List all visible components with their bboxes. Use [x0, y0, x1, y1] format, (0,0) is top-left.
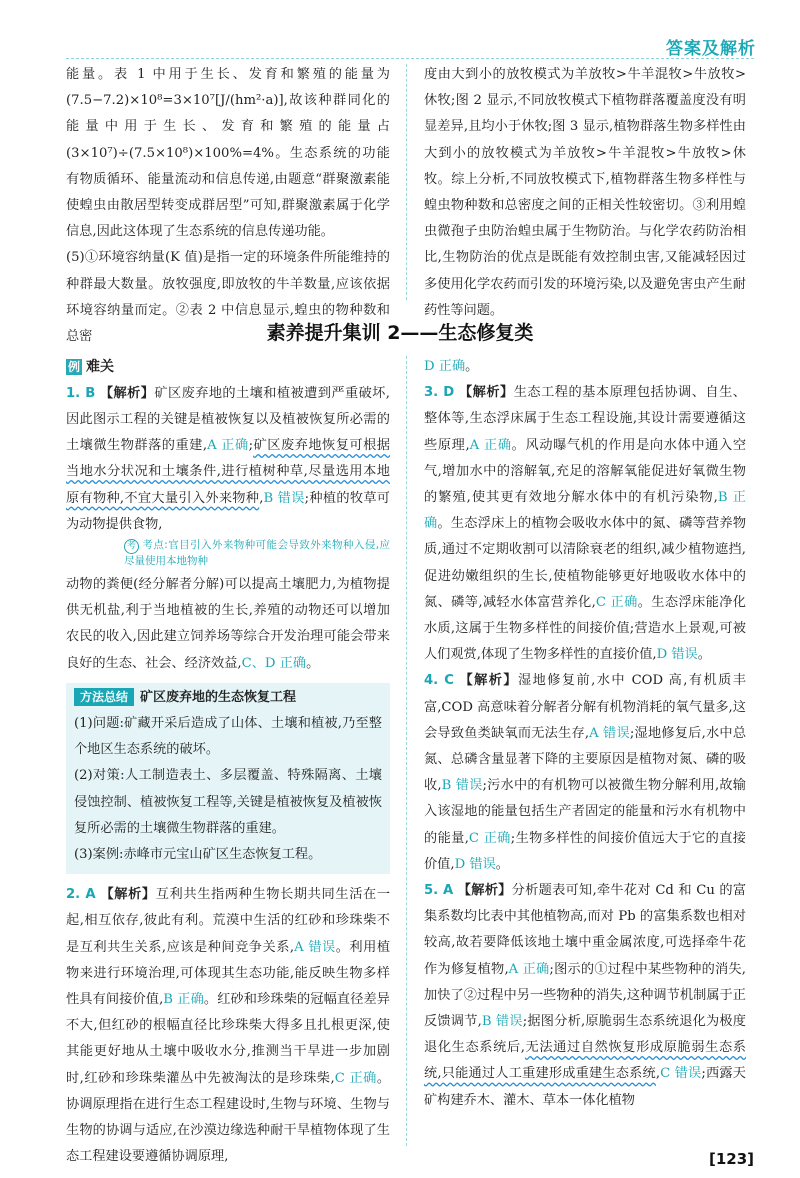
answer-text: 。风动曝气机的作用是向水体中通入空气,增加水中的溶解氧,充足的溶解氧能促进好氧微生物的繁殖,使其更有效地分解水体中的有机污染物,	[424, 437, 747, 506]
answer-text: 矿区废弃地的土壤和植被遭到严重破坏,因此图示工程的关键是植被恢复以及植被恢复所必需的土壤微生物群落的重建,	[66, 385, 390, 454]
verdict: B 错误	[263, 490, 305, 506]
verdict: B 错误	[481, 1014, 523, 1030]
paragraph: 能量。表 1 中用于生长、发育和繁殖的能量为(7.5−7.2)×10⁸=3×10⁷[J/(hm²·a)],故该种群同化的能量中用于生长、发育和繁殖的能量占(3×10⁷)÷(7.5×10⁸)×100%=4%。生态系统的功能有物质循环、能量流动和信息传递,由题意“群聚激素能使蝗虫由散居型转变成群居型”可知,群聚激素属于化学信息,因此这体现了生态系统的信息传递功能。	[66, 67, 390, 240]
underlined-text: 无法通过自然恢复形成原脆弱生态系统,只能通过人工重建形成重建生态系统	[424, 1040, 746, 1082]
exam-point-icon: 考	[124, 539, 139, 554]
answer-2	[66, 882, 390, 1170]
answer-text: ;据图分析,原脆弱生态系统退化为极度退化生态系统后,	[424, 1014, 746, 1056]
verdict: C 正确	[468, 830, 511, 846]
answer-number: 4. C	[424, 673, 454, 689]
answer-section-tag: 答案及解析	[666, 39, 756, 59]
answer-number: 2. A	[66, 887, 96, 903]
page-number-value: 123	[715, 1150, 748, 1168]
bottom-right-column	[424, 354, 746, 1114]
answer-text: 。	[495, 856, 509, 872]
answer-text: 动物的粪便(经分解者分解)可以提高土壤肥力,为植物提供无机盐,利于当地植被的生长,养殖的动物还可以增加农民的收入,因此建立饲养场等综合开发治理可能会带来良好的生态、社会、经济效益,	[66, 577, 390, 671]
answer-text: ;图示的①过程中某些物种的消失,加快了②过程中另一些物种的消失,这种调节机制属于正反馈调节,	[424, 961, 747, 1030]
verdict: C 正确	[334, 1070, 377, 1086]
analysis-label: 【解析】	[99, 385, 155, 401]
analysis-label: 【解析】	[459, 673, 518, 689]
paragraph: 度由大到小的放牧模式为羊放牧>牛羊混牧>牛放牧>休牧;图 2 显示,不同放牧模式下植物群落覆盖度没有明显差异,且均小于休牧;图 3 显示,植物群落生物多样性由大到小的放牧模式为羊放牧>牛羊混牧>牛放牧>休牧。综上分析,不同放牧模式下,植物群落生物多样性与蝗虫物种数和总密度之间的正相关性较密切。③利用蝗虫微孢子虫防治蝗虫属于生物防治。与化学农药防治相比,生物防治的优点是既能有效控制虫害,又能减轻因过多使用化学农药而引发的环境污染,以及避免害虫产生耐药性等问题。	[424, 67, 746, 318]
answer-text: 。生态浮床能净化水质,这属于生物多样性的间接价值;营造水上景观,可被人们观赏,体现了生物多样性的直接价值,	[424, 594, 746, 663]
example-tag-icon: 例	[67, 360, 80, 375]
answer-number: 1. B	[66, 385, 96, 401]
answer-text: ,	[259, 490, 264, 506]
answer-text: ;生物多样性的间接价值远大于它的直接价值,	[424, 830, 746, 872]
verdict: A 正确	[207, 438, 249, 454]
answer-text: ,	[655, 1066, 661, 1082]
summary-item: (1)问题:矿藏开采后造成了山体、土壤和植被,乃至整个地区生态系统的破坏。	[74, 716, 382, 758]
answer-text: 。协调原理指在进行生态工程建设时,生物与环境、生物与生物的协调与适应,在沙漠边缘选种耐干旱植物体现了生态工程建设要遵循协调原理,	[66, 1070, 390, 1165]
analysis-label: 【解析】	[457, 883, 512, 899]
answer-4	[424, 668, 746, 878]
answer-text: 。利用植物来进行环境治理,可体现其生态功能,能反映生物多样性具有间接价值,	[66, 939, 391, 1008]
verdict: B 正确	[424, 490, 746, 532]
answer-text: 湿地修复前,水中 COD 高,有机质丰富,COD 高意味着分解者分解有机物消耗的氧气量多,这会导致鱼类缺氧而无法生存,	[424, 673, 746, 741]
top-right-column	[424, 62, 746, 324]
verdict: A 正确	[469, 437, 512, 453]
answer-2-cont	[424, 354, 746, 380]
answer-text: ;污水中的有机物可以被微生物分解利用,故输入该湿地的能量包括生产者固定的能量和污水有机物中的能量,	[424, 778, 746, 846]
verdict: B 错误	[441, 778, 483, 794]
answer-text: 生态工程的基本原理包括协调、自生、整体等,生态浮床属于生态工程设施,其设计需要遵循这些原理,	[424, 385, 746, 453]
bottom-left-column	[66, 354, 390, 1171]
answer-text: 。红砂和珍珠柴的冠幅直径差异不大,但红砂的根幅直径比珍珠柴大得多且扎根更深,使其能更好地从土壤中吸收水分,推测当干旱进一步加剧时,红砂和珍珠柴灌丛中先被淘汰的是珍珠柴,	[66, 992, 390, 1086]
verdict: A 正确	[508, 961, 550, 977]
verdict: C、D 正确	[241, 655, 307, 671]
level-label: 难关	[86, 359, 114, 375]
underlined-text: 矿区废弃地恢复可根据当地水分状况和土壤条件,进行植树种草,尽量选用本地原有物种,不宜大量引入外来物种	[66, 438, 390, 506]
summary-item: (2)对策:人工制造表土、多层覆盖、特殊隔离、土壤侵蚀控制、植被恢复工程等,关键是植被恢复及植被恢复所必需的土壤微生物群落的重建。	[74, 768, 382, 836]
verdict: D 错误	[454, 856, 496, 872]
exam-point-note	[124, 538, 390, 568]
page-number: [123]	[708, 1150, 754, 1168]
answer-text: ;种植的牧草可为动物提供食物,	[66, 490, 390, 532]
header-rule	[66, 58, 754, 59]
verdict: D 错误	[656, 647, 698, 663]
answer-text: ;	[248, 438, 254, 454]
answer-1-cont	[66, 572, 390, 677]
summary-title: 矿区废弃地的生态恢复工程	[140, 689, 297, 705]
verdict: C 错误	[660, 1066, 702, 1082]
summary-header	[74, 685, 382, 711]
paragraph: (5)①环境容纳量(K 值)是指一定的环境条件所能维持的种群最大数量。放牧强度,即放牧的牛羊数量,应该依据环境容纳量而定。②表 2 中信息显示,蝗虫的物种数和总密	[66, 250, 390, 345]
answer-text: 分析题表可知,牵牛花对 Cd 和 Cu 的富集系数均比表中其他植物高,而对 Pb 的富集系数也相对较高,故若要降低该地土壤中重金属浓度,可选择牵牛花作为修复植物,	[424, 883, 747, 977]
note-text: 考点:官目引入外来物种可能会导致外来物种入侵,应尽量使用本地物种	[124, 539, 390, 568]
verdict: A 错误	[589, 725, 630, 741]
section-title: 素养提升集训 2——生态修复类	[266, 322, 534, 344]
answer-text: ;湿地修复后,水中总氮、总磷含量显著下降的主要原因是植物对氮、磷的吸收,	[424, 725, 747, 794]
answer-1	[66, 381, 390, 538]
level-header	[66, 354, 390, 381]
answer-3	[424, 380, 746, 668]
top-left-column	[66, 62, 390, 350]
summary-item: (3)案例:赤峰市元宝山矿区生态恢复工程。	[74, 847, 322, 863]
verdict: B 正确	[163, 992, 204, 1008]
summary-tag: 方法总结	[74, 688, 134, 706]
answer-text: 。	[697, 647, 711, 663]
analysis-label: 【解析】	[100, 887, 156, 903]
column-divider	[406, 356, 407, 1146]
answer-number: 5. A	[424, 883, 454, 899]
analysis-label: 【解析】	[458, 385, 514, 401]
answer-text: ;西露天矿构建乔木、灌木、草本一体化植物	[424, 1066, 746, 1108]
column-divider	[406, 64, 407, 300]
verdict: D 正确	[424, 359, 466, 374]
answer-text: 。生态浮床上的植物会吸收水体中的氮、磷等营养物质,通过不定期收割可以清除衰老的组织,减少植物遮挡,促进幼嫩组织的生长,使植物能够更好地吸收水体中的氮、磷等,减轻水体富营养化,	[424, 516, 747, 610]
answer-5	[424, 878, 746, 1114]
method-summary-box	[66, 683, 390, 874]
answer-text: 。	[465, 359, 479, 374]
answer-number: 3. D	[424, 385, 455, 401]
verdict: A 错误	[294, 939, 336, 955]
answer-text: 互利共生指两种生物长期共同生活在一起,相互依存,彼此有利。荒漠中生活的红砂和珍珠柴不是互利共生关系,应该是种间竞争关系,	[66, 887, 391, 955]
answer-text: 。	[306, 655, 320, 671]
verdict: C 正确	[595, 594, 638, 610]
